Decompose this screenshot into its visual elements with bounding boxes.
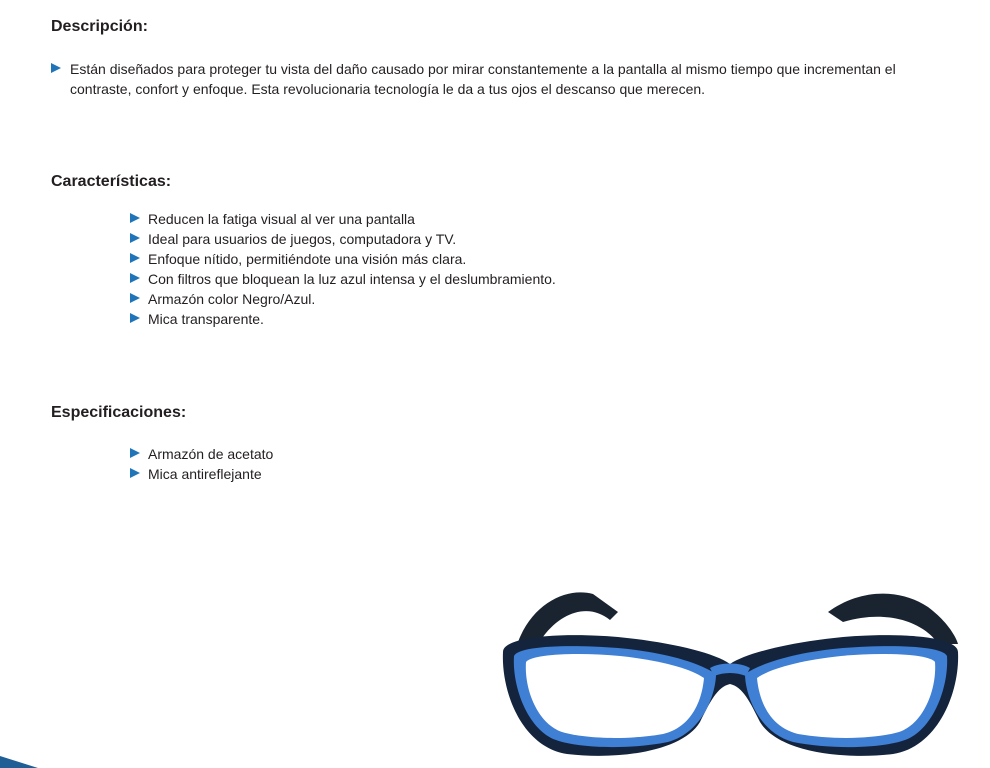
list-item: Ideal para usuarios de juegos, computadora y TV.: [130, 229, 556, 249]
list-item: Reducen la fatiga visual al ver una pantalla: [130, 209, 556, 229]
descripcion-heading: Descripción:: [51, 18, 148, 35]
bullet-arrow-icon: [130, 313, 140, 323]
especificaciones-list: [130, 444, 273, 484]
bullet-arrow-icon: [130, 448, 140, 458]
bullet-arrow-icon: [130, 293, 140, 303]
caracteristicas-heading: Características:: [51, 173, 172, 190]
list-item: Enfoque nítido, permitiéndote una visión más clara.: [130, 249, 556, 269]
list-item: Armazón color Negro/Azul.: [130, 289, 556, 309]
descripcion-text-block: [51, 59, 930, 99]
bullet-arrow-icon: [130, 213, 140, 223]
bullet-arrow-icon: [51, 63, 61, 73]
list-item: Mica transparente.: [130, 309, 556, 329]
bullet-arrow-icon: [130, 233, 140, 243]
corner-accent: [0, 756, 38, 768]
list-item: Mica antireflejante: [130, 464, 273, 484]
bullet-arrow-icon: [130, 273, 140, 283]
bullet-arrow-icon: [130, 253, 140, 263]
eyeglasses-icon: [498, 582, 963, 762]
bullet-arrow-icon: [130, 468, 140, 478]
list-item: Armazón de acetato: [130, 444, 273, 464]
especificaciones-heading: Especificaciones:: [51, 404, 187, 421]
list-item: Con filtros que bloquean la luz azul intensa y el deslumbramiento.: [130, 269, 556, 289]
descripcion-text: Están diseñados para proteger tu vista del daño causado por mirar constantemente a la pantalla al mismo tiempo que incrementan el contraste, confort y enfoque. Esta revolucionaria tecnología le da a tus ojos el descanso que merecen.: [70, 61, 896, 97]
caracteristicas-list: [130, 209, 556, 329]
